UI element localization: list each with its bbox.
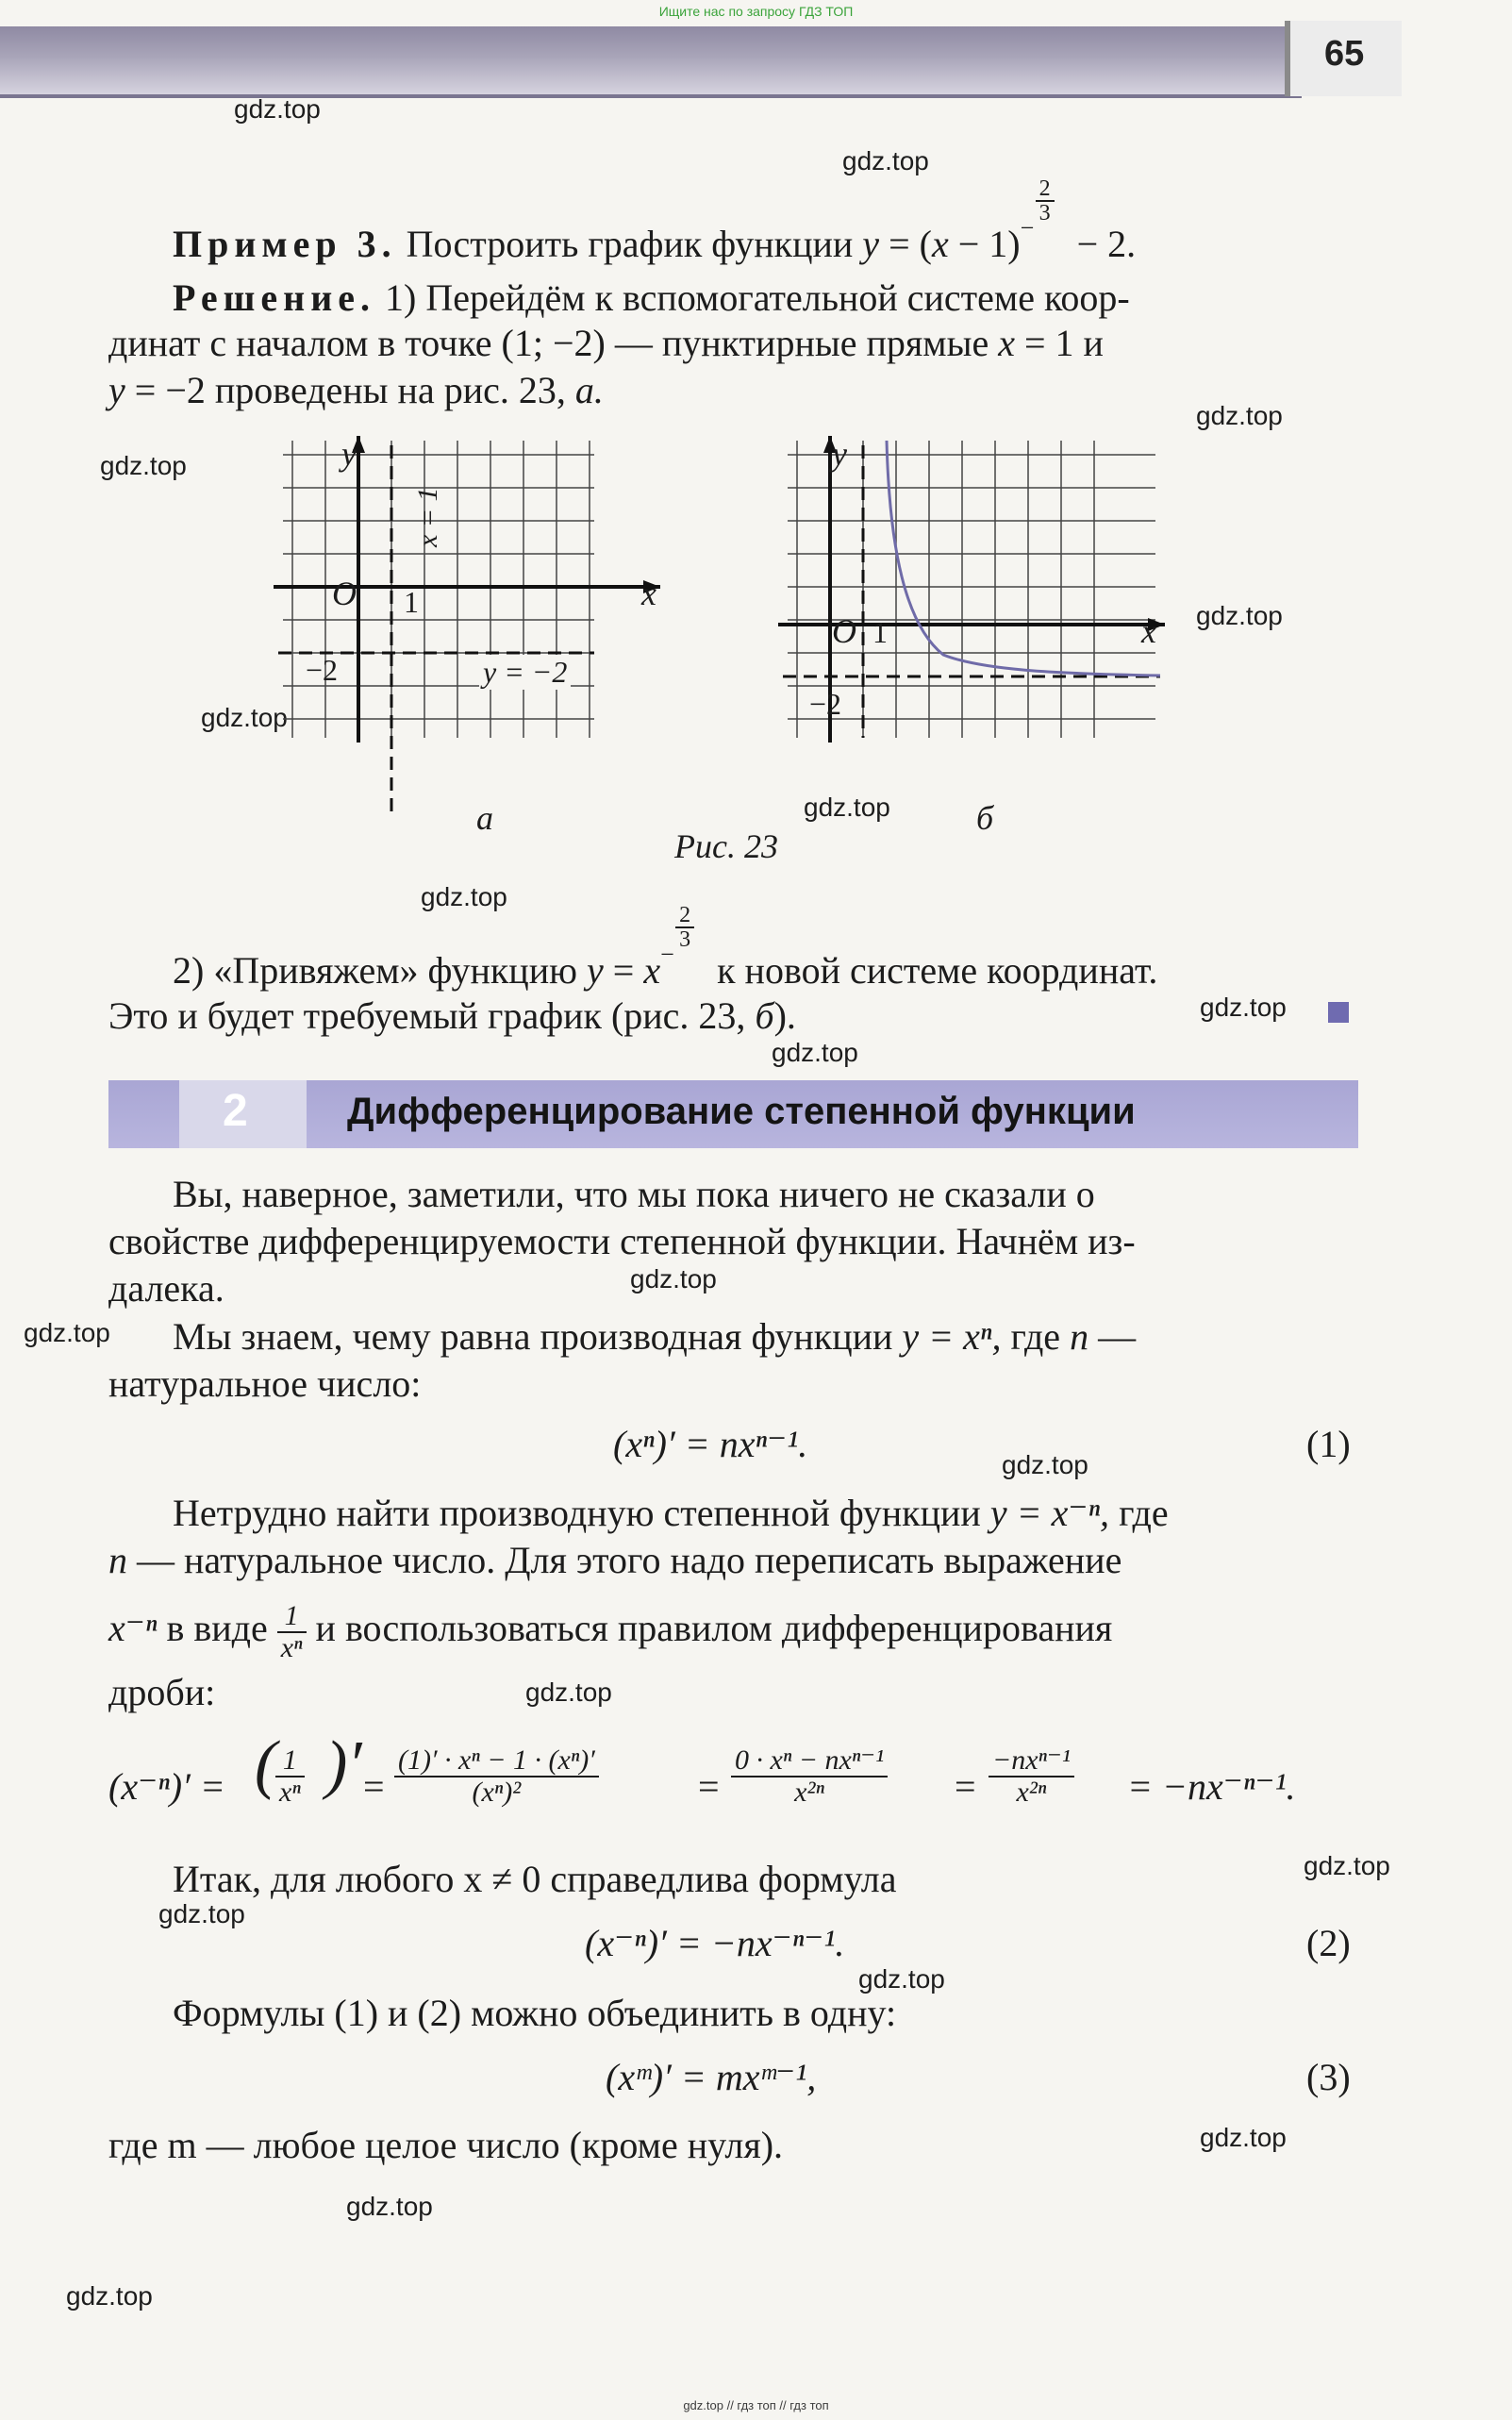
para4-line: Итак, для любого x ≠ 0 справедлива формула	[173, 1858, 897, 1900]
solution-line1-text: 1) Перейдём к вспомогательной системе коор-	[385, 276, 1130, 319]
example-text: Построить график функции	[406, 223, 854, 265]
deriv-f4-num: −nxⁿ⁻¹	[989, 1745, 1074, 1777]
step2-line2-end: ).	[773, 994, 796, 1037]
figure-23a	[274, 436, 670, 823]
fig-b-label: б	[976, 799, 994, 837]
watermark: gdz.top	[234, 94, 321, 124]
watermark: gdz.top	[1200, 993, 1287, 1022]
step2-line-2	[108, 993, 796, 1039]
para2-line-1	[173, 1314, 1136, 1360]
para2-func: y = xⁿ,	[902, 1315, 1002, 1358]
derivation-frac-1	[275, 1745, 305, 1808]
step2-x: x	[643, 949, 661, 992]
figure-caption: Рис. 23	[674, 827, 778, 865]
para3-line-3	[108, 1601, 1112, 1663]
exponent-fraction	[1036, 177, 1055, 225]
derivation-eq-3: =	[955, 1765, 976, 1808]
watermark: gdz.top	[630, 1264, 717, 1293]
step2-exponent-den: 3	[679, 927, 691, 952]
top-note: Ищите нас по запросу ГДЗ ТОП	[658, 4, 854, 19]
para3-line-4: дроби:	[108, 1671, 216, 1713]
solution-line2-text: динат с началом в точке (1; −2) — пунктирные прямые	[108, 322, 989, 364]
para3-line3-end: и воспользоваться правилом дифференцирования	[315, 1607, 1113, 1650]
derivation-frac-4	[989, 1745, 1074, 1808]
fig-a-axis-y: y	[341, 435, 357, 473]
step2-exponent-sign: −	[660, 941, 674, 968]
solution-label: Решение.	[173, 276, 376, 319]
para2-dash: —	[1098, 1315, 1137, 1358]
derivation-eq-2: =	[698, 1765, 720, 1808]
watermark: gdz.top	[858, 1964, 945, 1994]
exponent-sign: −	[1020, 214, 1035, 242]
watermark: gdz.top	[24, 1318, 110, 1347]
watermark: gdz.top	[842, 146, 929, 175]
formula-1-number: (1)	[1306, 1423, 1351, 1465]
para3-mid: в виде	[166, 1607, 268, 1650]
section-number: 2	[223, 1086, 248, 1136]
derivation-eq-4: = −nx⁻ⁿ⁻¹.	[1127, 1765, 1296, 1808]
watermark: gdz.top	[1304, 1851, 1390, 1880]
step2-exponent	[660, 903, 707, 968]
watermark: gdz.top	[804, 793, 890, 822]
watermark: gdz.top	[201, 703, 288, 732]
para1-line-1: Вы, наверное, заметили, что мы пока ничего не сказали о	[173, 1173, 1095, 1215]
fig-a-tick-m2: −2	[306, 653, 339, 687]
solution-line3-text: = −2 проведены на рис. 23,	[134, 369, 566, 411]
bottom-note: gdz.top // гдз топ // гдз топ	[683, 2398, 829, 2412]
example-x: x	[931, 223, 949, 265]
para1-line-2: свойстве дифференцируемости степенной функции. Начнём из-	[108, 1220, 1136, 1262]
solution-line3-a: а.	[574, 369, 604, 411]
watermark: gdz.top	[421, 882, 507, 911]
watermark: gdz.top	[772, 1038, 858, 1067]
fig-a-line-x-label: x = 1	[412, 487, 443, 547]
section-title: Дифференцирование степенной функции	[347, 1091, 1136, 1132]
fig-b-axis-x: x	[1141, 612, 1156, 650]
watermark: gdz.top	[525, 1677, 612, 1707]
example-minus1: − 1)	[948, 223, 1021, 265]
header-band	[0, 26, 1302, 98]
solution-line2-x: x	[998, 322, 1015, 364]
para6-line: где m — любое целое число (кроме нуля).	[108, 2124, 784, 2166]
formula-1: (xⁿ)′ = nxⁿ⁻¹.	[613, 1423, 808, 1465]
fig-a-label: а	[476, 799, 493, 837]
watermark: gdz.top	[346, 2192, 433, 2221]
fig-a-axis-x: x	[641, 575, 656, 612]
fig-b-origin: O	[832, 612, 856, 650]
para3-line2-text: — натуральное число. Для этого надо переписать выражение	[137, 1539, 1122, 1581]
example-exponent	[1020, 176, 1068, 242]
watermark: gdz.top	[158, 1899, 245, 1928]
step2-line-1	[173, 903, 1158, 993]
para3-line-1	[173, 1491, 1169, 1536]
deriv-f2-num: (1)′ · xⁿ − 1 · (xⁿ)′	[394, 1745, 599, 1777]
step2-text-before: 2) «Привяжем» функцию	[173, 949, 578, 992]
deriv-f1-num: 1	[275, 1745, 305, 1777]
para3-line1-end: где	[1119, 1492, 1169, 1534]
fig-a-origin: O	[332, 575, 357, 612]
fig-a-tick-1: 1	[404, 585, 419, 619]
step2-exponent-fraction	[675, 904, 694, 951]
exponent-num: 2	[1036, 177, 1055, 202]
derivation-lhs: (x⁻ⁿ)′ =	[108, 1765, 225, 1808]
deriv-f2-den: (xⁿ)²	[472, 1777, 522, 1808]
para3-line1-text: Нетрудно найти производную степенной функции	[173, 1492, 981, 1534]
solution-line-3	[108, 368, 604, 413]
step2-line2-b: б	[755, 994, 774, 1037]
step2-exponent-num: 2	[675, 904, 694, 928]
para3-frac-num: 1	[277, 1601, 307, 1633]
exponent-den: 3	[1038, 201, 1051, 225]
para2-n: n	[1070, 1315, 1089, 1358]
para3-frac-den: xⁿ	[280, 1632, 303, 1663]
example-tail: − 2.	[1067, 223, 1137, 265]
formula-3-number: (3)	[1306, 2056, 1351, 2098]
example-eq: = (	[889, 223, 932, 265]
derivation-lparen: (	[255, 1728, 277, 1801]
end-of-example-mark	[1328, 1002, 1349, 1023]
solution-line2-eq: = 1 и	[1024, 322, 1104, 364]
example-y: y	[862, 223, 880, 265]
para1-line-3: далека.	[108, 1267, 224, 1310]
watermark: gdz.top	[100, 451, 187, 480]
formula-2-number: (2)	[1306, 1922, 1351, 1964]
deriv-f4-den: x²ⁿ	[1016, 1777, 1047, 1808]
para3-n: n	[108, 1539, 127, 1581]
derivation-rparen: )′	[325, 1728, 362, 1801]
step2-eq: =	[612, 949, 635, 992]
deriv-f1-den: xⁿ	[279, 1777, 301, 1808]
formula-2: (x⁻ⁿ)′ = −nx⁻ⁿ⁻¹.	[585, 1922, 845, 1964]
para5-line: Формулы (1) и (2) можно объединить в одну:	[173, 1992, 897, 2034]
deriv-f3-num: 0 · xⁿ − nxⁿ⁻¹	[731, 1745, 888, 1777]
solution-line-2	[108, 321, 1104, 366]
derivation-frac-2	[394, 1745, 599, 1808]
example-line	[173, 176, 1137, 267]
example-label: Пример 3.	[173, 223, 397, 265]
fig-a-line-y-label: y = −2	[479, 655, 571, 690]
step2-y: y	[587, 949, 604, 992]
watermark: gdz.top	[1196, 601, 1283, 630]
fig-b-axis-y: y	[832, 435, 847, 473]
watermark: gdz.top	[66, 2281, 153, 2311]
watermark: gdz.top	[1196, 401, 1283, 430]
fig-b-tick-1: 1	[872, 615, 888, 649]
watermark: gdz.top	[1002, 1450, 1088, 1479]
page-number: 65	[1324, 34, 1365, 74]
para3-func: y = x⁻ⁿ,	[989, 1492, 1110, 1534]
para3-x: x⁻ⁿ	[108, 1607, 158, 1650]
solution-line3-y: y	[108, 369, 125, 411]
para2-line1-text: Мы знаем, чему равна производная функции	[173, 1315, 893, 1358]
para2-line1-end: где	[1010, 1315, 1061, 1358]
solution-line-1	[173, 275, 1130, 321]
watermark: gdz.top	[1200, 2123, 1287, 2152]
fig-b-tick-m2: −2	[809, 687, 842, 721]
step2-line2-text: Это и будет требуемый график (рис. 23,	[108, 994, 746, 1037]
para3-line-2	[108, 1538, 1122, 1583]
para2-line-2: натуральное число:	[108, 1362, 422, 1405]
derivation-eq-1: =	[363, 1765, 385, 1808]
deriv-f3-den: x²ⁿ	[794, 1777, 824, 1808]
formula-3: (xᵐ)′ = mxᵐ⁻¹,	[606, 2056, 817, 2098]
step2-text-after: к новой системе координат.	[717, 949, 1158, 992]
para3-fraction	[277, 1601, 307, 1663]
derivation-frac-3	[731, 1745, 888, 1808]
